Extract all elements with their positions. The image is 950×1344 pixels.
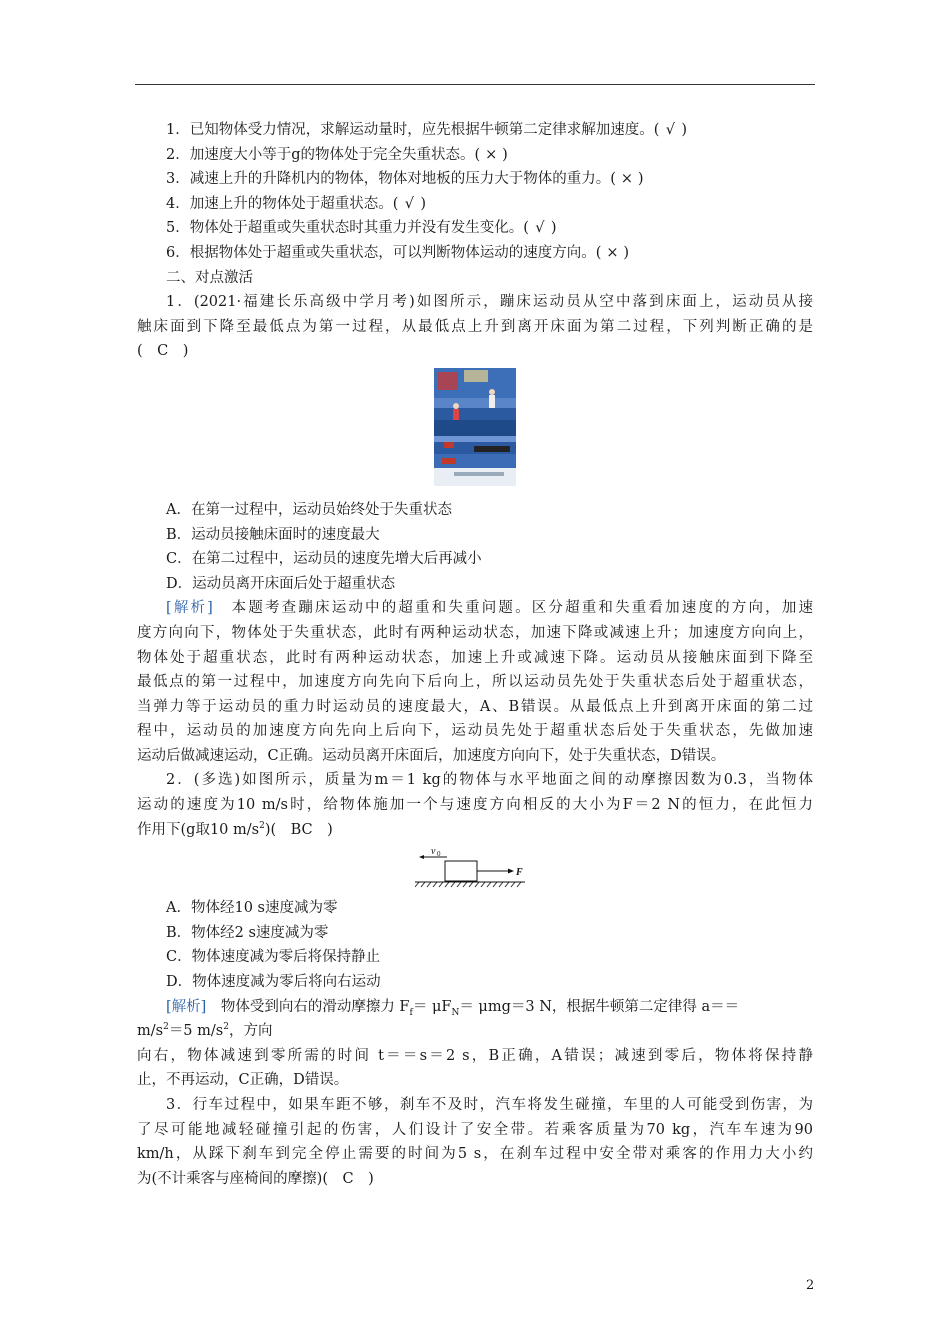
paren: ) bbox=[502, 146, 508, 163]
q2-stem-line: 2．(多选)如图所示，质量为m＝1 kg的物体与水平地面之间的动摩擦因数为0.3，当物体 bbox=[166, 772, 813, 789]
paren: ) bbox=[420, 195, 427, 212]
judge-text: 2．加速度大小等于g的物体处于完全失重状态。( bbox=[166, 146, 481, 163]
page-content bbox=[137, 118, 813, 1191]
judge-text: 5．物体处于超重或失重状态时其重力并没有发生变化。( bbox=[166, 220, 529, 237]
q2-option-b: B．物体经2 s速度减为零 bbox=[166, 924, 329, 941]
judge-item-4 bbox=[137, 192, 813, 217]
page-number: 2 bbox=[806, 1278, 815, 1293]
q1-option-d: D．运动员离开床面后处于超重状态 bbox=[166, 575, 396, 592]
judge-text: 6．根据物体处于超重或失重状态，可以判断物体运动的速度方向。( bbox=[166, 244, 602, 261]
v0-label: v bbox=[431, 846, 436, 858]
analysis-text: ＝ μF bbox=[412, 998, 452, 1015]
q1-analysis-line: 物体处于超重状态，此时有两种运动状态，加速上升或减速下降。运动员从接触床面到下降至 bbox=[137, 649, 813, 666]
judge-answer: × bbox=[620, 171, 633, 188]
judge-item-3 bbox=[137, 167, 813, 192]
header-rule bbox=[135, 84, 815, 85]
block-diagram bbox=[415, 845, 535, 893]
paren: ) bbox=[550, 220, 557, 237]
q1-stem-line: 触床面到下降至最低点为第一过程，从最低点上升到离开床面为第二过程，下列判断正确的是 bbox=[137, 318, 813, 335]
superscript: 2 bbox=[259, 820, 265, 831]
q1-analysis-line bbox=[137, 596, 813, 621]
subscript: f bbox=[409, 1007, 413, 1018]
q2-answer: )( BC ) bbox=[264, 821, 333, 838]
judge-item-6 bbox=[137, 241, 813, 266]
subscript: N bbox=[451, 1007, 460, 1018]
judge-answer: × bbox=[485, 146, 498, 163]
judge-answer: √ bbox=[535, 220, 545, 237]
analysis-text: ＝ μmg＝3 N，根据牛顿第二定律得 a＝＝ bbox=[459, 998, 740, 1015]
q2-option-c: C．物体速度减为零后将保持静止 bbox=[166, 949, 381, 966]
block-force-diagram bbox=[137, 842, 813, 896]
superscript: 2 bbox=[223, 1022, 229, 1033]
judge-text: 1．已知物体受力情况，求解运动量时，应先根据牛顿第二定律求解加速度。( bbox=[166, 122, 660, 138]
judge-item-5 bbox=[137, 216, 813, 241]
analysis-text: 物体受到向右的滑动摩擦力 F bbox=[220, 998, 410, 1015]
judge-item-2 bbox=[137, 143, 813, 168]
trampoline-photo bbox=[137, 364, 813, 498]
q1-analysis-line: 当弹力等于运动员的重力时运动员的速度最大，A、B错误。从最低点上升到离开床面的第二过 bbox=[137, 698, 813, 715]
q2-analysis-line: 止，不再运动，C正确，D错误。 bbox=[137, 1072, 349, 1089]
q1-option-b: B．运动员接触床面时的速度最大 bbox=[166, 526, 380, 543]
q1-stem-line: 1．(2021·福建长乐高级中学月考)如图所示，蹦床运动员从空中落到床面上，运动员从接 bbox=[166, 294, 813, 311]
q1-analysis-line: 度方向向下，物体处于失重状态，此时有两种运动状态，加速下降或减速上升；加速度方向向上， bbox=[137, 624, 813, 641]
q2-analysis-line: 向右，物体减速到零所需的时间 t＝＝s＝2 s，B正确，A错误；减速到零后，物体将保持静 bbox=[137, 1047, 813, 1064]
q2-stem-line: 运动的速度为10 m/s时，给物体施加一个与速度方向相反的大小为F＝2 N的恒力，在此恒力 bbox=[137, 797, 813, 814]
analysis-tag: [解析] bbox=[166, 998, 207, 1015]
q1-analysis-line: 运动后做减速运动，C正确。运动员离开床面后，加速度方向向下，处于失重状态，D错误。 bbox=[137, 747, 726, 764]
superscript: 2 bbox=[163, 1022, 169, 1033]
judge-answer: √ bbox=[665, 122, 676, 138]
force-label: F bbox=[516, 867, 523, 879]
analysis-text: 本题考查蹦床运动中的超重和失重问题。区分超重和失重看加速度的方向，加速 bbox=[231, 600, 813, 617]
section-heading: 二、对点激活 bbox=[166, 269, 253, 286]
q2-stem-line bbox=[137, 818, 813, 843]
paren: ) bbox=[681, 122, 688, 138]
trampoline-image bbox=[434, 368, 516, 486]
q3-stem-line: km/h，从踩下刹车到完全停止需要的时间为5 s，在刹车过程中安全带对乘客的作用力大小约 bbox=[137, 1146, 813, 1163]
analysis-text: ＝5 m/s bbox=[168, 1023, 224, 1040]
analysis-text: m/s bbox=[137, 1023, 164, 1040]
stem-text: 作用下(g取10 m/s bbox=[137, 821, 260, 838]
q2-option-a: A．物体经10 s速度减为零 bbox=[166, 900, 338, 917]
q3-stem-line: 了尽可能地减轻碰撞引起的伤害，人们设计了安全带。若乘客质量为70 kg，汽车车速为90 bbox=[137, 1121, 813, 1138]
q3-stem-line: 为(不计乘客与座椅间的摩擦)( C ) bbox=[137, 1170, 374, 1187]
judge-answer: √ bbox=[404, 195, 415, 212]
q1-answer: ( C ) bbox=[137, 343, 189, 360]
analysis-tag: [解析] bbox=[166, 600, 213, 617]
q1-analysis-line: 程中，运动员的加速度方向先向上后向下，运动员先处于超重状态后处于失重状态，先做加速 bbox=[137, 723, 813, 740]
analysis-text: ，方向 bbox=[228, 1023, 273, 1040]
paren: ) bbox=[637, 171, 644, 188]
paren: ) bbox=[623, 244, 630, 261]
q1-option-a: A．在第一过程中，运动员始终处于失重状态 bbox=[166, 501, 452, 518]
judge-item-1 bbox=[137, 118, 813, 143]
q2-analysis-line bbox=[137, 1019, 813, 1044]
v0-subscript: 0 bbox=[437, 850, 441, 859]
q3-stem-line: 3．行车过程中，如果车距不够，刹车不及时，汽车将发生碰撞，车里的人可能受到伤害，为 bbox=[166, 1097, 813, 1113]
judge-answer: × bbox=[606, 244, 619, 261]
q1-analysis-line: 最低点的第一过程中，加速度方向先向下后向上，所以运动员先处于失重状态后处于超重状态， bbox=[137, 674, 813, 691]
q2-option-d: D．物体速度减为零后将向右运动 bbox=[166, 974, 381, 991]
q2-analysis-line bbox=[137, 995, 813, 1020]
judge-text: 3．减速上升的升降机内的物体，物体对地板的压力大于物体的重力。( bbox=[166, 171, 616, 188]
judge-text: 4．加速上升的物体处于超重状态。( bbox=[166, 195, 399, 212]
q1-option-c: C．在第二过程中，运动员的速度先增大后再减小 bbox=[166, 551, 482, 568]
